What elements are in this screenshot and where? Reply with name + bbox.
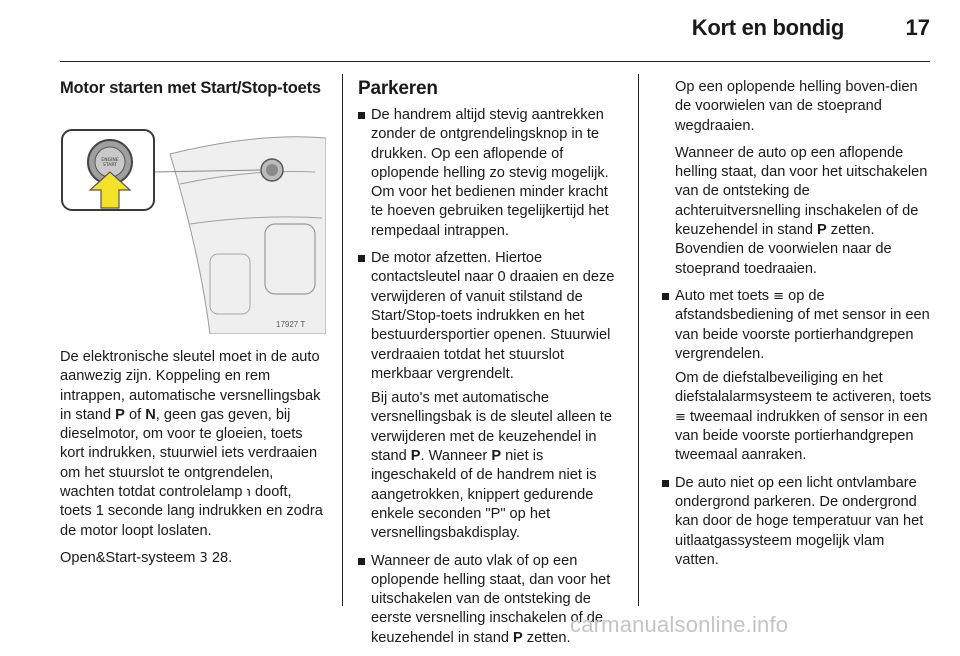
bullet-lock-remote: Auto met toets ≡ op de afstandsbediening of met sensor in een van beide voorste portierhandgrepen vergrendelen.: [662, 287, 932, 364]
lock-button-icon: ≡: [675, 409, 686, 425]
start-stop-button-illustration: [60, 124, 326, 334]
svg-text:START: START: [103, 163, 117, 168]
automatic-transmission-note: Bij auto's met automatische versnellingsbak is de sleutel alleen te verwijderen met de keuzehendel in stand P. Wanneer P niet is ingeschakeld of de handrem niet is aangetrokken, knippert gedurende enkele seconden "P" op het versnellingsbakdisplay.: [371, 390, 612, 542]
header-title: Kort en bondig: [691, 15, 844, 40]
anti-theft-paragraph: Om de diefstalbeveiliging en het diefstalalarmsysteem te activeren, toets ≡ tweemaal indrukken of sensor in een van beide voorste portierhandgrepen tweemaal aanraken.: [675, 370, 932, 464]
start-procedure-paragraph: De elektronische sleutel moet in de auto aanwezig zijn. Koppeling en rem intrappen, automatische versnellingsbak in stand P of N, geen gas geven, bij dieselmotor, om voor te gloeien, toets kort indrukken, stuurwiel iets verdraaien om het stuurslot te ontgrendelen, wachten totdat controlelamp ℩ dooft, toets 1 seconde lang indrukken en zodra de motor loopt loslaten.: [60, 349, 323, 539]
right-column: [662, 78, 932, 578]
bullet-uphill: Wanneer de auto vlak of op een oplopende helling staat, dan voor het uitschakelen van de ontsteking de eerste versnelling inschakelen of de keuzehendel in stand P zetten.: [358, 552, 622, 648]
column-divider-1: [342, 74, 343, 606]
svg-text:ENGINE: ENGINE: [101, 158, 119, 163]
open-start-reference: Open&Start-systeem 3 28.: [60, 549, 233, 566]
column-divider-2: [638, 74, 639, 606]
downhill-paragraph: Wanneer de auto op een aflopende helling staat, dan voor het uitschakelen van de ontsteking de achteruitversnelling inschakelen of de keuzehendel in stand P zetten. Bovendien de voorwielen naar de stoeprand toedraaien.: [675, 144, 928, 277]
middle-column: [358, 78, 622, 656]
bullet-handrem: De handrem altijd stevig aantrekken zonder de ontgrendelingsknop in te drukken. Op een aflopende of oplopende helling zo stevig mogelijk. Om voor het bedienen minder kracht te hoeven gebruiken tegelijkertijd het rempedaal intrappen.: [358, 106, 622, 241]
bullet-flammable-ground: De auto niet op een licht ontvlambare ondergrond parkeren. De ondergrond kan door de hoge temperatuur van het uitlaatgassysteem mogelijk vlam vatten.: [662, 474, 932, 570]
page-number: 17: [905, 15, 930, 40]
uphill-wheels-paragraph: Op een oplopende helling boven-dien de voorwielen van de stoeprand wegdraaien.: [675, 79, 918, 134]
watermark: carmanualsonline.info: [570, 612, 789, 637]
section-heading-start-stop: Motor starten met Start/Stop-toets: [60, 79, 321, 97]
page-reference-icon: 3: [199, 550, 208, 566]
section-heading-parkeren: Parkeren: [358, 78, 438, 99]
illustration-svg: [60, 124, 326, 334]
left-column-body: [60, 348, 326, 576]
bullet-motor-afzetten: De motor afzetten. Hiertoe contactsleutel naar 0 draaien en deze verwijderen of vanuit stilstand de Start/Stop-toets indrukken en het bestuurdersportier openen. Stuurwiel verdraaien totdat het stuurslot merkbaar vergrendelt.: [358, 249, 622, 384]
glow-plug-icon: ℩: [246, 485, 251, 501]
figure-code: 17927 T: [276, 320, 306, 329]
left-column: [60, 78, 326, 106]
header-rule: [60, 61, 930, 62]
lock-button-icon: ≡: [773, 288, 785, 304]
